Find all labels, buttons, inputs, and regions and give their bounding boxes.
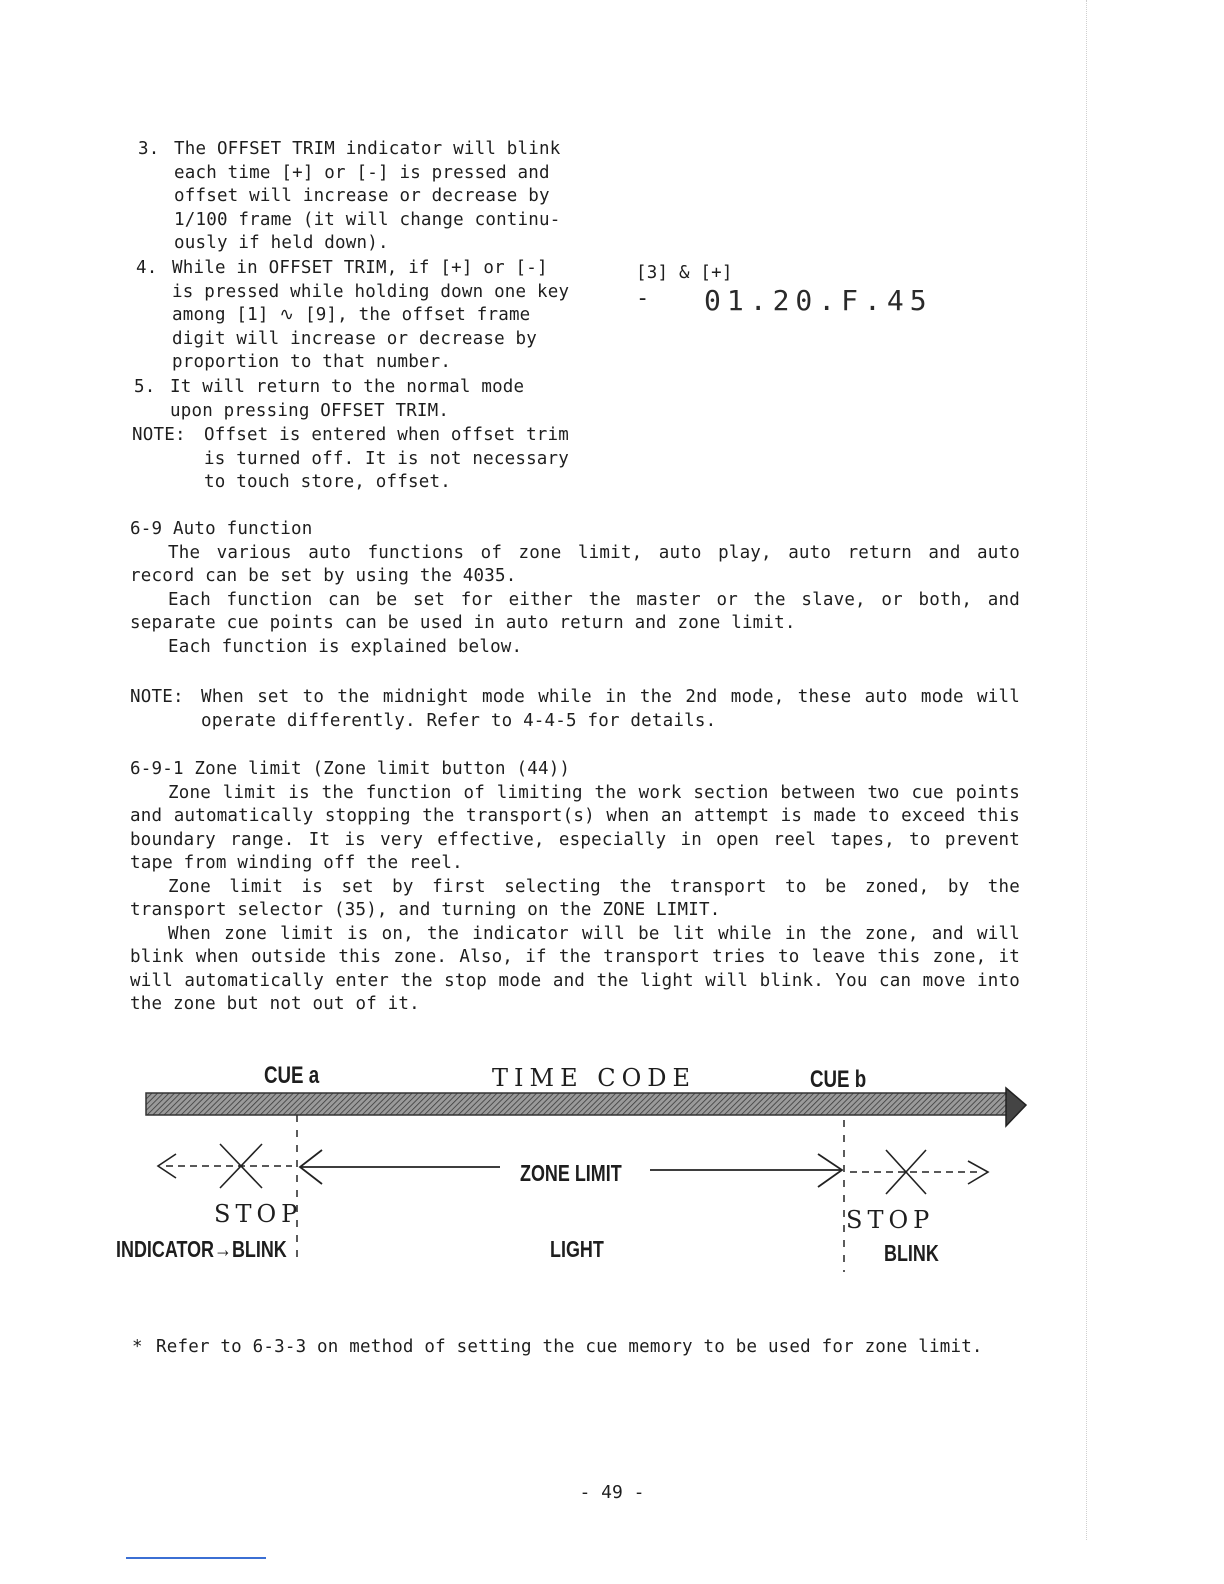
note-label: NOTE: bbox=[132, 425, 186, 445]
page-number: - 49 - bbox=[579, 1482, 645, 1503]
step-number: 3. bbox=[138, 139, 160, 159]
footnote-mark: * bbox=[132, 1337, 143, 1357]
paragraph: Zone limit is set by first selecting the transport to be zoned, by the transport selector (35), and turning on the ZONE LIMIT. bbox=[130, 876, 1020, 920]
step-line: is pressed while holding down one key bbox=[172, 281, 570, 302]
offset-display-readout: 01.20.F.45 bbox=[704, 284, 933, 317]
footnote-text: Refer to 6-3-3 on method of setting the cue memory to be used for zone limit. bbox=[156, 1337, 983, 1357]
paragraph: When zone limit is on, the indicator will be lit while in the zone, and will blink when outside this zone. Also, if the transport tries to leave this zone, it will automatically enter the stop mode and the light will blink. You can move into the zone but not out of it. bbox=[130, 923, 1020, 1014]
time-code-label: TIME CODE bbox=[492, 1064, 697, 1092]
paragraph: Each function is explained below. bbox=[168, 636, 523, 657]
footer-rule bbox=[126, 1557, 266, 1559]
step-number: 4. bbox=[136, 258, 158, 278]
section-heading: 6-9 Auto function bbox=[130, 519, 313, 539]
note-line: to touch store, offset. bbox=[204, 472, 451, 492]
step-line: each time [+] or [-] is pressed and bbox=[174, 162, 550, 183]
time-code-arrow bbox=[146, 1088, 1026, 1126]
step-number: 5. bbox=[134, 377, 156, 397]
left-stop-arrow bbox=[158, 1144, 292, 1188]
step-line: offset will increase or decrease by bbox=[174, 186, 550, 206]
section-heading: 6-9-1 Zone limit (Zone limit button (44)) bbox=[130, 759, 571, 779]
note-line: Offset is entered when offset trim bbox=[204, 425, 570, 445]
stop-right-label: STOP bbox=[846, 1206, 935, 1234]
step-line: upon pressing OFFSET TRIM. bbox=[170, 400, 450, 421]
step-line: 1/100 frame (it will change continu- bbox=[174, 209, 561, 230]
step-line: The OFFSET TRIM indicator will blink bbox=[174, 139, 561, 159]
indicator-blink-label: INDICATOR→BLINK bbox=[116, 1236, 287, 1262]
light-label: LIGHT bbox=[550, 1236, 604, 1262]
note-line: is turned off. It is not necessary bbox=[204, 448, 570, 469]
step-line: It will return to the normal mode bbox=[170, 377, 525, 397]
right-stop-arrow bbox=[850, 1150, 988, 1194]
paragraph: Each function can be set for either the master or the slave, or both, and separate cue points can be used in auto return and zone limit. bbox=[130, 589, 1020, 633]
stop-left-label: STOP bbox=[214, 1200, 303, 1228]
blink-label: BLINK bbox=[884, 1240, 939, 1266]
cue-a-label: CUE a bbox=[264, 1062, 320, 1089]
cue-b-label: CUE b bbox=[810, 1066, 867, 1093]
step-line: among [1] ∿ [9], the offset frame bbox=[172, 305, 531, 325]
step-line: digit will increase or decrease by bbox=[172, 328, 538, 349]
step-line: proportion to that number. bbox=[172, 352, 452, 372]
note-label: NOTE: bbox=[130, 687, 184, 707]
paragraph: Zone limit is the function of limiting the work section between two cue points and automatically stopping the transport(s) when an attempt is made to exceed this boundary range. It is very effective, especially in open reel tapes, to prevent tape from winding off the reel. bbox=[130, 782, 1020, 873]
display-sign: - bbox=[636, 286, 650, 311]
step-line: ously if held down). bbox=[174, 233, 389, 253]
note-text: When set to the midnight mode while in the 2nd mode, these auto mode will operate differently. Refer to 4-4-5 for details. bbox=[201, 687, 1020, 731]
key-combination: [3] & [+] bbox=[636, 263, 733, 283]
step-line: While in OFFSET TRIM, if [+] or [-] bbox=[172, 258, 548, 278]
zone-limit-label: ZONE LIMIT bbox=[520, 1160, 622, 1186]
paragraph: The various auto functions of zone limit, auto play, auto return and auto record can be set by using the 4035. bbox=[130, 542, 1020, 586]
